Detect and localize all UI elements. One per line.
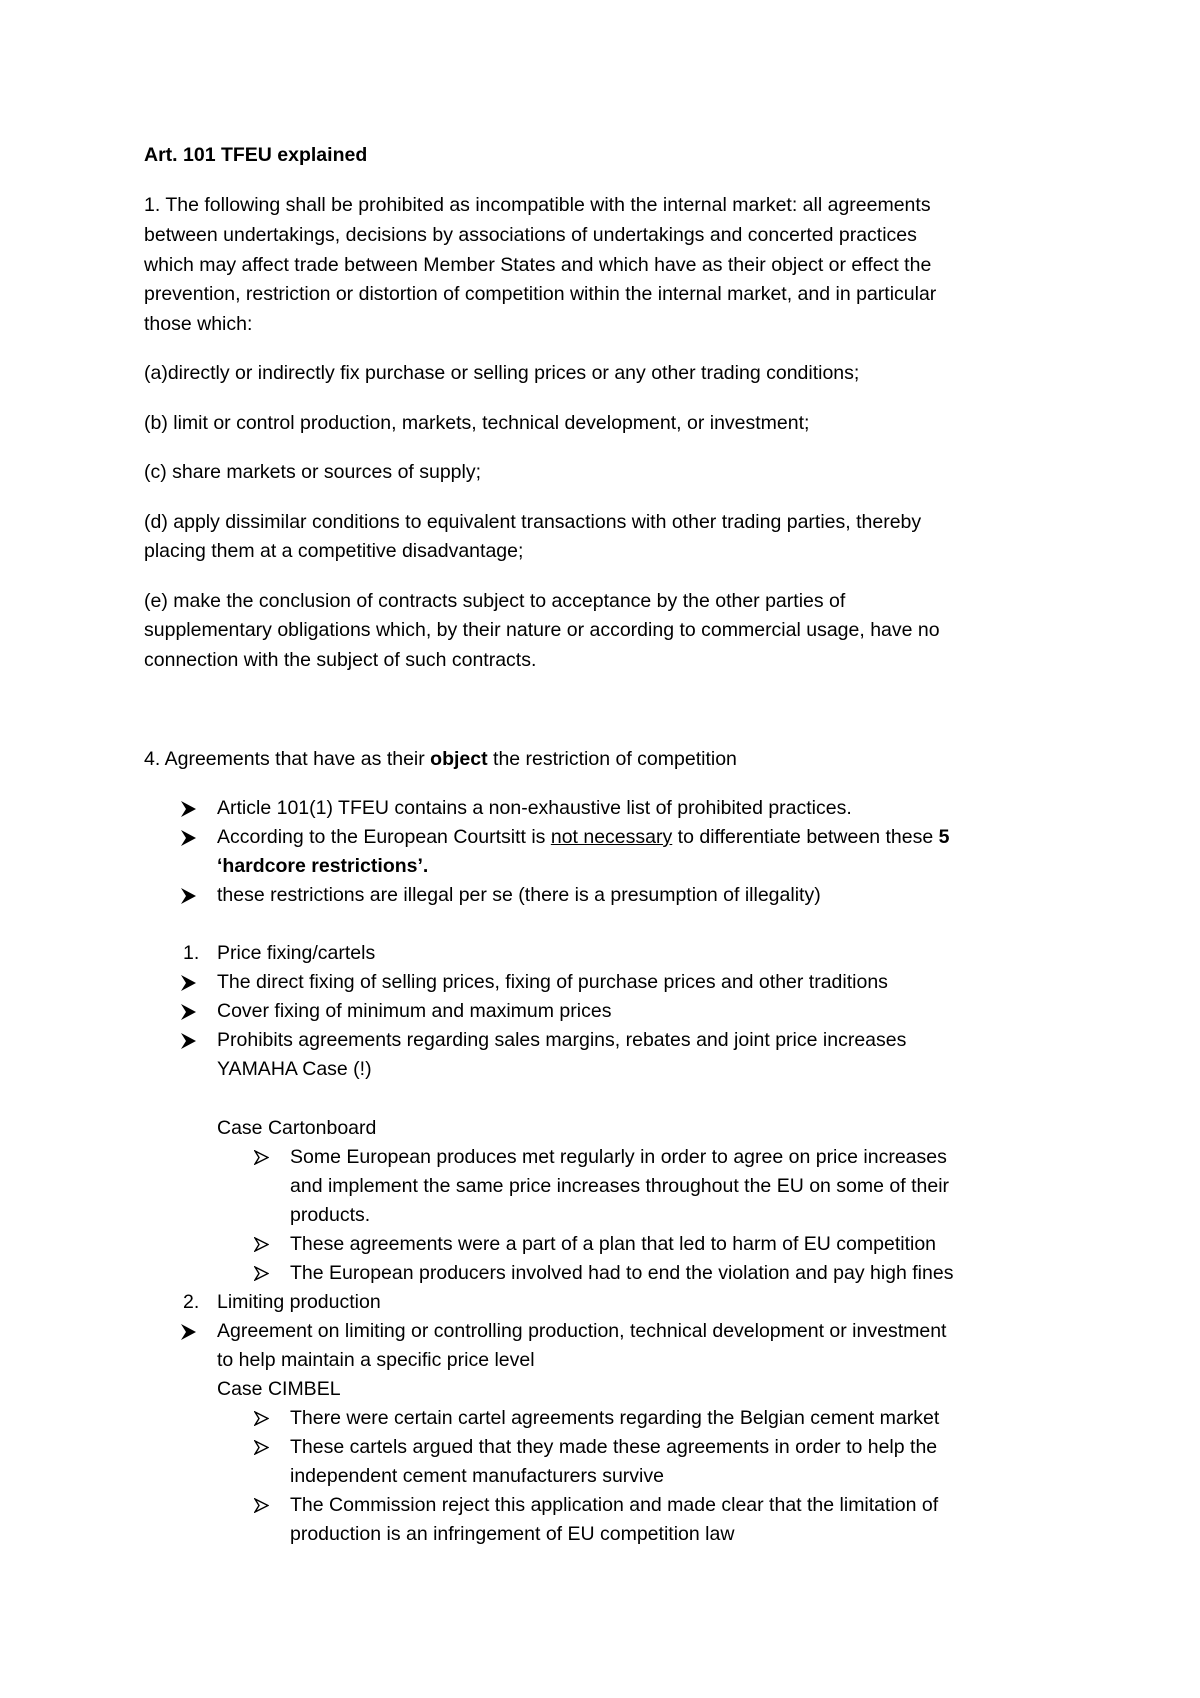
bullet-text-bold: ‘hardcore restrictions’. xyxy=(217,855,429,877)
filled-arrowhead-icon xyxy=(181,801,196,817)
bullet-text: According to the European Courtsitt is not necessary to differentiate between these 5 xyxy=(217,826,950,848)
intro-line: 1. The following shall be prohibited as incompatible with the internal market: all agreements xyxy=(144,194,931,216)
filled-arrowhead-icon xyxy=(181,830,196,846)
item-c: (c) share markets or sources of supply; xyxy=(144,461,482,483)
filled-arrowhead-icon xyxy=(181,1033,196,1049)
sub-bullet-text: There were certain cartel agreements regarding the Belgian cement market xyxy=(290,1407,940,1429)
item-d-line: placing them at a competitive disadvantage; xyxy=(144,540,524,562)
sub-bullet-text: These agreements were a part of a plan that led to harm of EU competition xyxy=(290,1233,937,1255)
sub-bullet-text: These cartels argued that they made these agreements in order to help the xyxy=(290,1436,938,1458)
list-heading: Limiting production xyxy=(217,1291,381,1313)
outline-arrowhead-icon xyxy=(254,1440,269,1455)
list-number: 1. xyxy=(183,942,200,964)
document-title: Art. 101 TFEU explained xyxy=(144,144,368,166)
item-a: (a)directly or indirectly fix purchase or selling prices or any other trading conditions; xyxy=(144,362,860,384)
section-4-heading: 4. Agreements that have as their object the restriction of competition xyxy=(144,748,737,770)
filled-arrowhead-icon xyxy=(181,1004,196,1020)
sub-bullet-text: production is an infringement of EU competition law xyxy=(290,1523,735,1545)
list-number: 2. xyxy=(183,1291,200,1313)
bullet-text: YAMAHA Case (!) xyxy=(217,1058,372,1080)
outline-arrowhead-icon xyxy=(254,1237,269,1252)
sub-bullet-text: The Commission reject this application and made clear that the limitation of xyxy=(290,1494,939,1516)
bullet-text: The direct fixing of selling prices, fixing of purchase prices and other traditions xyxy=(217,971,888,993)
intro-line: which may affect trade between Member States and which have as their object or effect the xyxy=(144,254,932,276)
item-e-line: (e) make the conclusion of contracts subject to acceptance by the other parties of xyxy=(144,590,846,612)
outline-arrowhead-icon xyxy=(254,1411,269,1426)
intro-line: those which: xyxy=(144,313,253,335)
bullet-text: to help maintain a specific price level xyxy=(217,1349,535,1371)
item-d-line: (d) apply dissimilar conditions to equivalent transactions with other trading parties, thereby xyxy=(144,511,922,533)
case-heading: Case CIMBEL xyxy=(217,1378,341,1400)
outline-arrowhead-icon xyxy=(254,1498,269,1513)
bullet-text: Article 101(1) TFEU contains a non-exhaustive list of prohibited practices. xyxy=(217,797,852,819)
sub-bullet-text: independent cement manufacturers survive xyxy=(290,1465,664,1487)
intro-line: prevention, restriction or distortion of competition within the internal market, and in particular xyxy=(144,283,937,305)
sub-bullet-text: Some European produces met regularly in order to agree on price increases xyxy=(290,1146,947,1168)
intro-line: between undertakings, decisions by associations of undertakings and concerted practices xyxy=(144,224,917,246)
bullet-text: Prohibits agreements regarding sales margins, rebates and joint price increases xyxy=(217,1029,907,1051)
bullet-text: Agreement on limiting or controlling production, technical development or investment xyxy=(217,1320,947,1342)
filled-arrowhead-icon xyxy=(181,975,196,991)
sub-bullet-text: products. xyxy=(290,1204,371,1226)
bullet-text: these restrictions are illegal per se (there is a presumption of illegality) xyxy=(217,884,821,906)
filled-arrowhead-icon xyxy=(181,888,196,904)
case-heading: Case Cartonboard xyxy=(217,1117,377,1139)
filled-arrowhead-icon xyxy=(181,1324,196,1340)
outline-arrowhead-icon xyxy=(254,1150,269,1165)
list-heading: Price fixing/cartels xyxy=(217,942,376,964)
bullet-text: Cover fixing of minimum and maximum prices xyxy=(217,1000,612,1022)
sub-bullet-text: and implement the same price increases throughout the EU on some of their xyxy=(290,1175,950,1197)
item-e-line: supplementary obligations which, by their nature or according to commercial usage, have no xyxy=(144,619,940,641)
outline-arrowhead-icon xyxy=(254,1266,269,1281)
sub-bullet-text: The European producers involved had to end the violation and pay high fines xyxy=(290,1262,954,1284)
item-b: (b) limit or control production, markets, technical development, or investment; xyxy=(144,412,810,434)
item-e-line: connection with the subject of such contracts. xyxy=(144,649,537,671)
